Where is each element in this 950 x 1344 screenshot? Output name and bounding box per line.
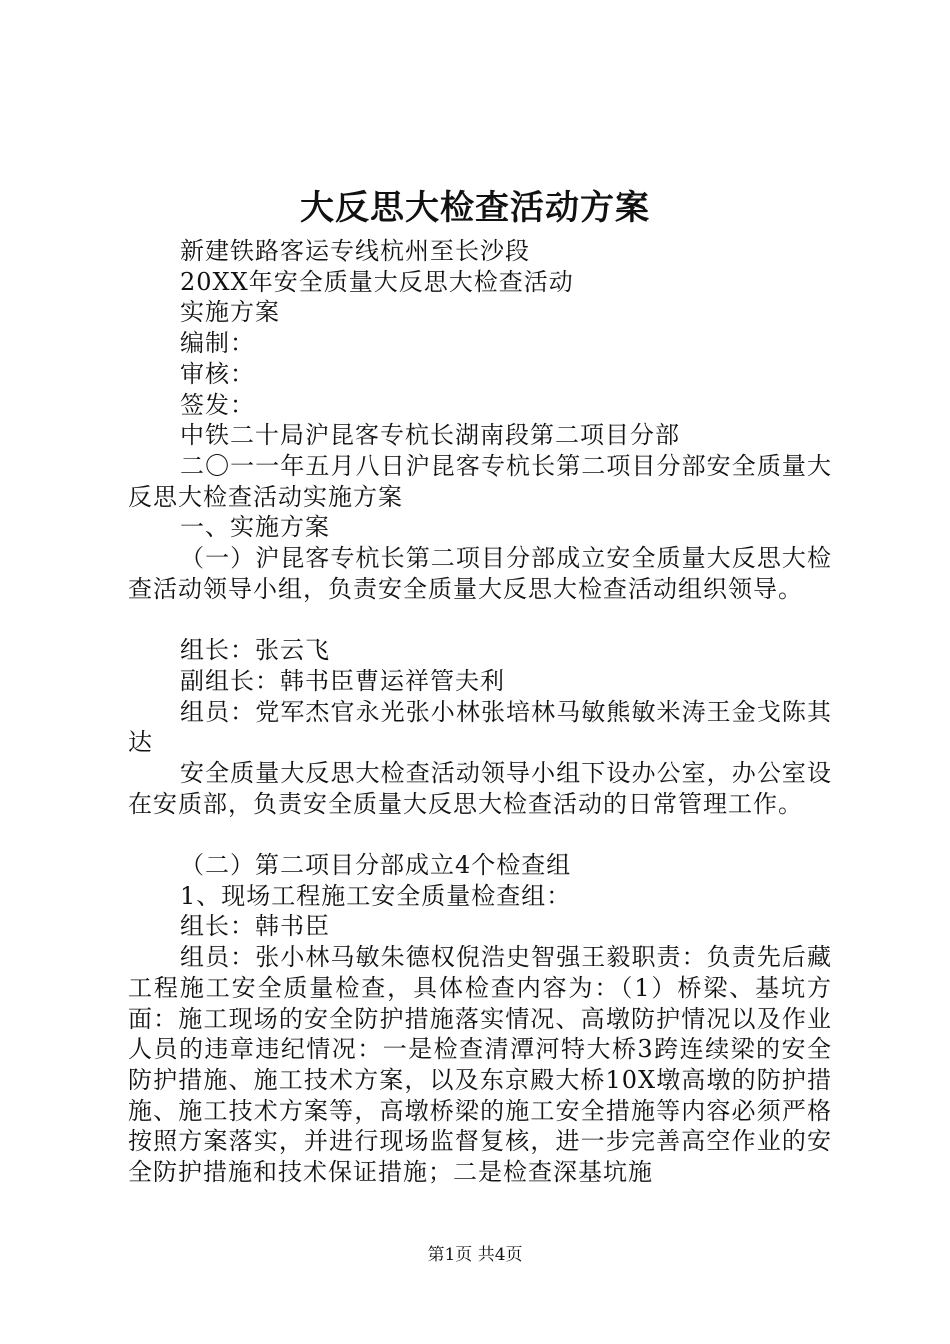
paragraph: 20XX年安全质量大反思大检查活动 [180,267,574,296]
blank-line [128,819,832,850]
paragraph: （一）沪昆客专杭长第二项目分部成立安全质量大反思大检查活动领导小组，负责安全质量大反思大检查活动组织领导。 [128,544,832,603]
paragraph: 签发： [180,390,255,419]
paragraph: 实施方案 [180,298,280,327]
paragraph: 组员：张小林马敏朱德权倪浩史智强王毅职责：负责先后藏工程施工安全质量检查，具体检查内容为：（1）桥梁、基坑方面：施工现场的安全防护措施落实情况、高墩防护情况以及作业人员的违章违纪情况：一是检查清潭河特大桥3跨连续梁的安全防护措施、施工技术方案，以及东京殿大桥10X墩高墩的防护措施、施工技术方案等，高墩桥梁的施工安全措施等内容必须严格按照方案落实，并进行现场监督复核，进一步完善高空作业的安全防护措施和技术保证措施；二是检查深基坑施 [128,943,832,1187]
paragraph: 组长：韩书臣 [180,912,330,941]
document-body [128,236,832,1188]
paragraph: 编制： [180,329,255,358]
page-footer: 第1页 共4页 [427,1245,523,1265]
paragraph: 二〇一一年五月八日沪昆客专杭长第二项目分部安全质量大反思大检查活动实施方案 [128,451,832,511]
paragraph: 组长：张云飞 [180,636,330,665]
paragraph: 一、实施方案 [180,513,330,542]
paragraph: 审核： [180,359,255,388]
paragraph: 安全质量大反思大检查活动领导小组下设办公室，办公室设在安质部，负责安全质量大反思大检查活动的日常管理工作。 [128,758,832,818]
paragraph: 中铁二十局沪昆客专杭长湖南段第二项目分部 [180,421,680,450]
blank-line [128,604,832,635]
paragraph: 1、现场工程施工安全质量检查组： [180,881,572,910]
paragraph: 组员：党军杰官永光张小林张培林马敏熊敏米涛王金戈陈其达 [128,697,832,757]
document-title: 大反思大检查活动方案 [300,188,650,228]
paragraph: （二）第二项目分部成立4个检查组 [180,851,572,880]
paragraph: 副组长：韩书臣曹运祥管夫利 [180,666,505,695]
paragraph: 新建铁路客运专线杭州至长沙段 [180,237,530,265]
